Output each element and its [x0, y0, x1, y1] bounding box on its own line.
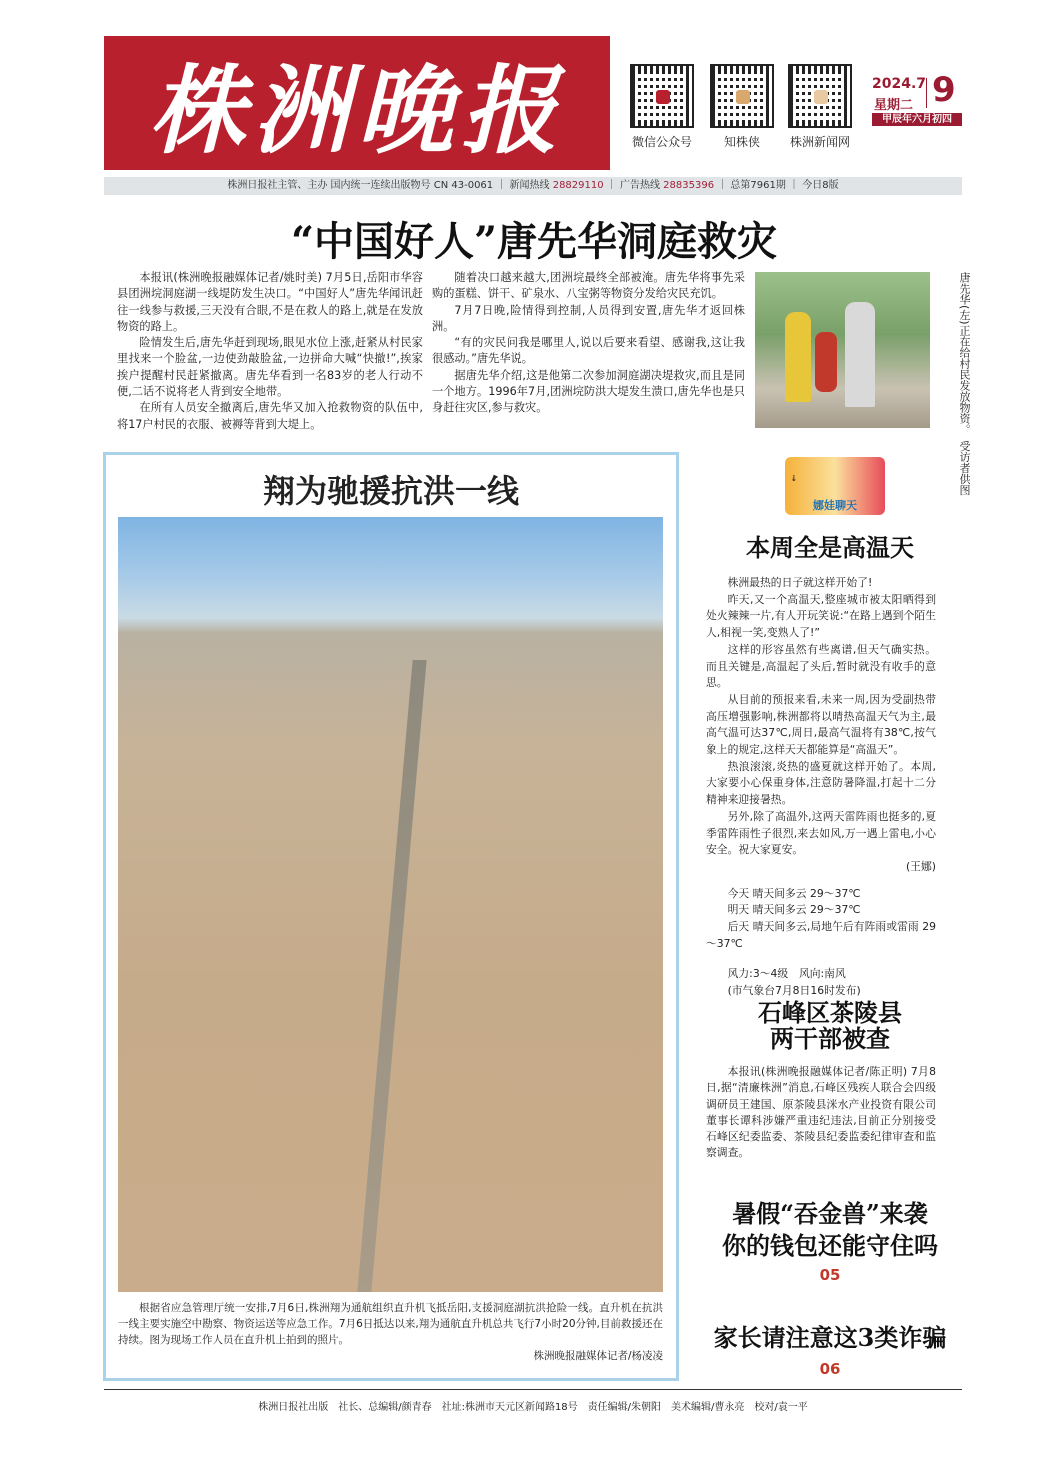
news-hotline-label: 新闻热线	[509, 180, 550, 191]
lead-photo	[755, 272, 930, 428]
paragraph: 7月7日晚,险情得到控制,人员得到安置,唐先华才返回株洲。	[432, 303, 745, 333]
wind-info: 风力:3～4级 风向:南风	[727, 967, 846, 981]
teaser-summer-spending[interactable]	[700, 1198, 960, 1284]
brief-body	[706, 1064, 936, 1162]
photo-credit: 株洲晚报融媒体记者/杨凌凌	[533, 1350, 663, 1362]
issue-number: 总第7961期	[730, 180, 786, 191]
news-hotline: 28829110	[552, 180, 604, 191]
paragraph: 据唐先华介绍,这是他第二次参加洞庭湖决堤救灾,而且是同一个地方。1996年7月,团洲垸防洪大堤发生溃口,唐先华也是只身赶往灾区,参与救灾。	[432, 368, 745, 415]
lead-column-1	[117, 270, 423, 433]
ad-hotline-label: 广告热线	[619, 180, 660, 191]
paragraph: 本报讯(株洲晚报融媒体记者/姚时美) 7月5日,岳阳市华容县团洲垸洞庭湖一线堤防发生决口。“中国好人”唐先华闻讯赶往一线参与救援,三天没有合眼,不是在救人的路上,就是在发放物资的路上。	[117, 271, 423, 333]
thermometer-icon: 🌡	[790, 475, 798, 482]
paragraph: 本报讯(株洲晚报融媒体记者/陈正明) 7月8日,据“清廉株洲”消息,石峰区残疾人联合会四级调研员王建国、原茶陵县洣水产业投资有限公司董事长谭科涉嫌严重违纪违法,目前正分别接受石峰区纪委监委、茶陵县纪委监委纪律审查和监察调查。	[706, 1065, 936, 1160]
forecast-today: 今天 晴天间多云 29～37℃	[727, 886, 861, 900]
paragraph: 这样的形容虽然有些离谱,但天气确实热。而且关键是,高温起了头后,暂时就没有收手的意思。	[706, 642, 936, 690]
brief-headline	[700, 1000, 960, 1052]
publisher-info: 株洲日报社主管、主办 国内统一连续出版物号 CN 43-0061	[227, 180, 494, 191]
paragraph: 昨天,又一个高温天,整座城市被太阳晒得到处火辣辣一片,有人开玩笑说:“在路上遇到个陌生人,相视一笑,变熟人了!”	[706, 592, 936, 640]
teaser-line: 你的钱包还能守住吗	[722, 1231, 938, 1260]
footer-credits: 株洲日报社出版 社长、总编辑/颜青春 社址:株洲市天元区新闻路18号 责任编辑/朱朝阳 美术编辑/曹永亮 校对/袁一平	[258, 1402, 808, 1413]
page-count: 今日8版	[802, 180, 839, 191]
teaser-line: 暑假“吞金兽”来袭	[732, 1199, 928, 1228]
lead-headline: “中国好人”唐先华洞庭救灾	[290, 218, 777, 265]
paragraph: 在所有人员安全撤离后,唐先华又加入抢救物资的队伍中,将17户村民的衣服、被褥等背到大堤上。	[117, 401, 423, 431]
qr-label: 知株侠	[723, 135, 760, 149]
masthead-title: 株洲晚报	[149, 53, 565, 167]
qr-label: 微信公众号	[631, 135, 692, 149]
photo-caption: 唐先华(左)正在给村民发放物资。	[958, 272, 971, 430]
paragraph: 株洲最热的日子就这样开始了!	[727, 576, 873, 589]
page-ref: 05	[819, 1266, 841, 1284]
teaser-line: 家长请注意这3类诈骗	[713, 1323, 947, 1352]
photo-credit: 受访者供图	[958, 440, 971, 496]
feature-title: 翔为驰援抗洪一线	[262, 472, 519, 510]
page-ref: 06	[819, 1360, 841, 1378]
author: (王娜)	[905, 859, 936, 873]
masthead	[104, 36, 610, 170]
paragraph: 热浪滚滚,炎热的盛夏就这样开始了。本周,大家要小心保重身体,注意防暑降温,打起十二分精神来迎接暑热。	[706, 759, 936, 807]
headline-line: 两干部被查	[770, 1024, 890, 1053]
qr-code-news-site[interactable]	[788, 64, 852, 128]
paragraph: 险情发生后,唐先华赶到现场,眼见水位上涨,赶紧从村民家里找来一个脸盆,一边使劲敲脸盆,一边拼命大喊“快撤!”,挨家挨户提醒村民赶紧撤离。唐先华看到一名83岁的老人行动不便,二话不说将老人背到安全地带。	[117, 336, 423, 399]
paragraph: 从目前的预报来看,未来一周,因为受副热带高压增强影响,株洲都将以晴热高温天气为主,最高气温可达37℃,周日,最高气温将有38℃,按气象上的规定,这样天天都能算是“高温天”。	[706, 692, 936, 757]
teaser-fraud-warning[interactable]	[700, 1322, 960, 1378]
feature-caption	[118, 1300, 663, 1364]
lead-photo-caption	[935, 272, 971, 495]
paragraph: “有的灾民问我是哪里人,说以后要来看望、感谢我,这让我很感动。”唐先华说。	[432, 336, 745, 366]
headline-line: 石峰区茶陵县	[758, 998, 902, 1027]
weather-column-logo	[785, 457, 885, 515]
footer-divider	[104, 1389, 962, 1390]
forecast-source: (市气象台7月8日16时发布)	[727, 984, 861, 998]
lunar-date: 甲辰年六月初四	[872, 113, 962, 126]
weather-body	[706, 575, 936, 1000]
qr-code-wechat[interactable]	[630, 64, 694, 128]
date-day: 9	[932, 70, 956, 110]
forecast-tomorrow: 明天 晴天间多云 29～37℃	[727, 903, 861, 917]
date-weekday: 星期二	[874, 98, 914, 113]
forecast-day-after: 后天 晴天间多云,局地午后有阵雨或雷雨 29～37℃	[706, 920, 936, 950]
paragraph: 随着决口越来越大,团洲垸最终全部被淹。唐先华将事先采购的蛋糕、饼干、矿泉水、八宝粥等物资分发给灾民充饥。	[432, 271, 745, 301]
ad-hotline: 28835396	[663, 180, 715, 191]
logo-text: 娜娃聊天	[813, 499, 857, 512]
qr-code-zhizhuxia[interactable]	[710, 64, 774, 128]
qr-label: 株洲新闻网	[789, 135, 850, 149]
weather-headline: 本周全是高温天	[746, 533, 914, 562]
lead-column-2	[432, 270, 745, 417]
date-year-month: 2024.7	[872, 76, 927, 92]
caption-text: 根据省应急管理厅统一安排,7月6日,株洲翔为通航组织直升机飞抵岳阳,支援洞庭湖抗洪抢险一线。直升机在抗洪一线主要实施空中勘察、物资运送等应急工作。7月6日抵达以来,翔为通航直升机总共飞行7小时20分钟,目前救援还在持续。图为现场工作人员在直升机上拍到的照片。	[118, 1302, 663, 1346]
info-bar: 株洲日报社主管、主办 国内统一连续出版物号 CN 43-0061 ｜ 新闻热线 28829110 ｜ 广告热线 28835396 ｜ 总第7961期 ｜ 今日8版	[104, 177, 962, 195]
paragraph: 另外,除了高温外,这两天雷阵雨也挺多的,夏季雷阵雨性子很烈,来去如风,万一遇上雷电,小心安全。祝大家夏安。	[706, 809, 936, 857]
